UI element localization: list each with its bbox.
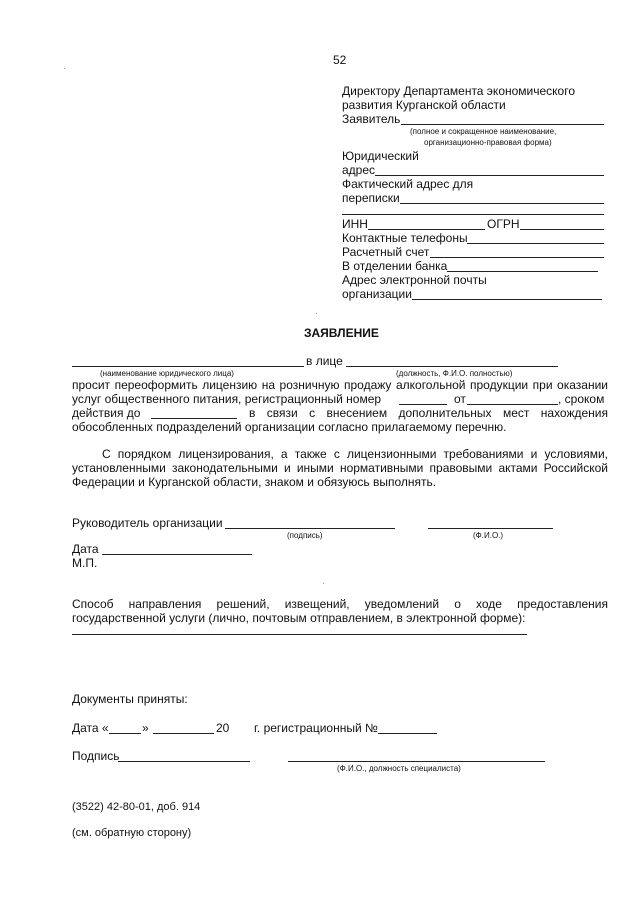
para1-line2-c: , сроком: [558, 392, 605, 406]
ogrn-field-line[interactable]: [520, 229, 604, 230]
phones-field-line[interactable]: [467, 243, 604, 244]
reg-date-field-line[interactable]: [467, 404, 558, 405]
org-name-hint: (наименование юридического лица): [100, 369, 234, 378]
actual-address-label-2: переписки: [342, 191, 400, 205]
recipient-line-2: развития Курганской области: [342, 98, 506, 112]
inn-field-line[interactable]: [368, 229, 485, 230]
scan-speck: [323, 583, 324, 584]
head-label: Руководитель организации: [72, 516, 223, 530]
stamp-label: М.П.: [72, 556, 98, 570]
applicant-name-hint-1: (полное и сокращенное наименование,: [410, 127, 557, 136]
accept-date-label: Дата «: [72, 721, 109, 735]
validity-date-field-line[interactable]: [151, 418, 237, 419]
inn-label: ИНН: [342, 217, 368, 231]
accept-month-field-line[interactable]: [153, 733, 214, 734]
phones-label: Контактные телефоны: [342, 231, 468, 245]
reg-number-accept-field-line[interactable]: [378, 733, 437, 734]
para2-line1: С порядком лицензирования, а также с лицензионными требованиями и условиями,: [102, 447, 608, 461]
accepted-label: Документы приняты:: [72, 692, 188, 706]
reg-number-field-line[interactable]: [399, 404, 447, 405]
legal-address-label-2: адрес: [342, 163, 376, 177]
bank-field-line[interactable]: [447, 271, 598, 272]
para1-line3-b: в связи с внесением дополнительных мест нахождения: [249, 406, 608, 420]
page-number: 52: [333, 53, 347, 67]
actual-address-field-line-2[interactable]: [342, 214, 604, 215]
specialist-hint: (Ф.И.О., должность специалиста): [337, 764, 461, 773]
head-signature-line[interactable]: [225, 528, 395, 529]
para1-line2-b: от: [454, 392, 466, 406]
actual-address-label-1: Фактический адрес для: [342, 177, 474, 191]
position-hint: (должность, Ф.И.О. полностью): [396, 369, 513, 378]
in-person-label: в лице: [306, 354, 343, 368]
email-label-1: Адрес электронной почты: [342, 273, 487, 287]
head-fio-line[interactable]: [428, 528, 553, 529]
accept-year-label: 20: [216, 721, 230, 735]
scan-speck: [316, 313, 317, 314]
applicant-name-hint-2: организационно-правовая форма): [424, 138, 552, 147]
specialist-field-line[interactable]: [288, 761, 545, 762]
applicant-field-line[interactable]: [401, 124, 604, 125]
sign-date-label: Дата: [72, 542, 99, 556]
footer-see-back: (см. обратную сторону): [72, 827, 192, 839]
para1-line1: просит переоформить лицензию на розничную продажу алкогольной продукции при оказании: [72, 378, 608, 392]
accept-signature-label: Подпись: [72, 749, 120, 763]
footer-phone: (3522) 42-80-01, доб. 914: [72, 801, 201, 813]
fio-hint: (Ф.И.О.): [473, 531, 504, 540]
para1-line4: обособленных подразделений организации согласно прилагаемому перечню.: [72, 420, 507, 434]
account-label: Расчетный счет: [342, 245, 430, 259]
delivery-line-1: Способ направления решений, извещений, уведомлений о ходе предоставления: [72, 597, 608, 611]
para1-line3-a: действия до: [72, 406, 141, 420]
para1-line2-a: услуг общественного питания, регистрационный номер: [72, 392, 382, 406]
account-field-line[interactable]: [430, 257, 604, 258]
scan-speck: [64, 68, 65, 69]
actual-address-field-line[interactable]: [400, 203, 604, 204]
legal-address-label-1: Юридический: [342, 149, 419, 163]
ogrn-label: ОГРН: [487, 217, 520, 231]
email-label-2: организации: [342, 287, 412, 301]
email-field-line[interactable]: [412, 299, 602, 300]
bank-label: В отделении банка: [342, 259, 448, 273]
document-title: ЗАЯВЛЕНИЕ: [304, 326, 379, 340]
recipient-line-1: Директору Департамента экономического: [342, 84, 576, 98]
org-name-field-line[interactable]: [72, 366, 304, 367]
sign-date-field-line[interactable]: [102, 554, 252, 555]
delivery-field-line[interactable]: [72, 634, 527, 635]
position-field-line[interactable]: [346, 366, 558, 367]
accept-signature-field-line[interactable]: [118, 761, 250, 762]
applicant-label: Заявитель: [342, 112, 401, 126]
sign-hint: (подпись): [287, 531, 323, 540]
reg-number-label: г. регистрационный №: [254, 721, 378, 735]
accept-quote-close: »: [142, 721, 149, 735]
para2-line3: Федерации и Курганской области, знаком и обязуюсь выполнять.: [72, 475, 437, 489]
legal-address-field-line[interactable]: [375, 175, 604, 176]
delivery-line-2: государственной услуги (лично, почтовым отправлением, в электронной форме):: [72, 611, 526, 625]
para2-line2: установленными законодательными и иными нормативными правовыми актами Российской: [72, 461, 608, 475]
accept-day-field-line[interactable]: [109, 733, 141, 734]
